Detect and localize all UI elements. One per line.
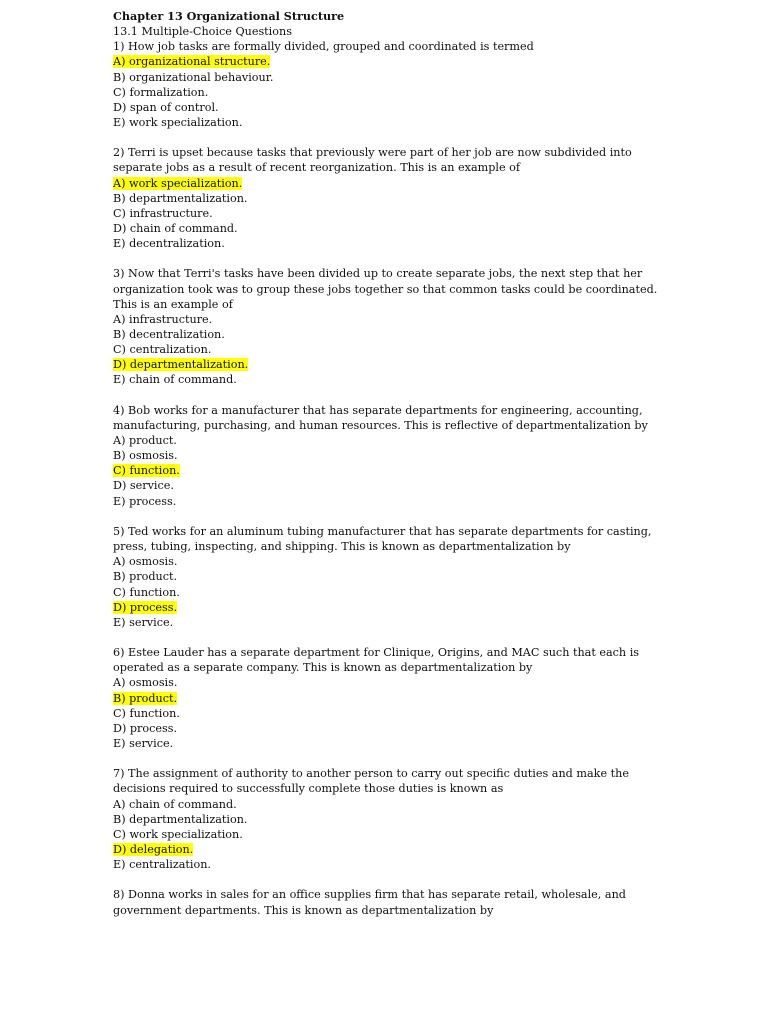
answer-option (113, 494, 658, 509)
option-text: A) osmosis. (113, 555, 178, 569)
document-page (113, 9, 658, 918)
answer-option (113, 706, 658, 721)
option-text: E) decentralization. (113, 237, 225, 251)
option-text: A) osmosis. (113, 676, 178, 690)
answer-option (113, 176, 658, 191)
answer-option (113, 433, 658, 448)
option-text: E) process. (113, 494, 177, 508)
answer-option (113, 615, 658, 630)
answer-option (113, 857, 658, 872)
option-text: C) infrastructure. (113, 206, 213, 220)
answer-option (113, 100, 658, 115)
chapter-title: Chapter 13 Organizational Structure (113, 9, 345, 23)
option-text: E) service. (113, 615, 174, 629)
option-text: C) formalization. (113, 85, 209, 99)
option-text: D) chain of command. (113, 222, 238, 236)
answer-option (113, 463, 658, 478)
question-block (113, 39, 658, 130)
answer-option (113, 827, 658, 842)
highlighted-answer: D) process. (113, 600, 178, 614)
answer-option (113, 236, 658, 251)
answer-option (113, 372, 658, 387)
answer-option (113, 736, 658, 751)
spacer (113, 509, 658, 524)
answer-option (113, 691, 658, 706)
option-text: A) infrastructure. (113, 312, 213, 326)
spacer (113, 251, 658, 266)
highlighted-answer: D) delegation. (113, 842, 194, 856)
option-text: A) product. (113, 434, 177, 448)
question-stem: 6) Estee Lauder has a separate department for Clinique, Origins, and MAC such that each is operated as a separate company. This is known as departmentalization by (113, 646, 640, 675)
answer-option (113, 812, 658, 827)
spacer (113, 388, 658, 403)
option-text: D) span of control. (113, 100, 219, 114)
answer-option (113, 206, 658, 221)
answer-option (113, 448, 658, 463)
question-stem: 4) Bob works for a manufacturer that has separate departments for engineering, accounting, manufacturing, purchasing, and human resources. This is reflective of departmentalization by (113, 403, 648, 432)
question-list (113, 39, 658, 917)
answer-option (113, 221, 658, 236)
section-heading: 13.1 Multiple-Choice Questions (113, 25, 292, 39)
answer-option (113, 721, 658, 736)
option-text: C) centralization. (113, 343, 212, 357)
question-block (113, 524, 658, 630)
option-text: B) departmentalization. (113, 191, 248, 205)
answer-option (113, 115, 658, 130)
question-stem: 5) Ted works for an aluminum tubing manufacturer that has separate departments for casting, press, tubing, inspecting, and shipping. This is known as departmentalization by (113, 524, 652, 554)
option-text: C) function. (113, 585, 180, 599)
option-text: C) work specialization. (113, 827, 243, 841)
answer-option (113, 569, 658, 584)
option-text: B) product. (113, 570, 178, 584)
option-text: D) service. (113, 479, 174, 493)
question-stem: 1) How job tasks are formally divided, grouped and coordinated is termed (113, 40, 534, 54)
answer-option (113, 842, 658, 857)
answer-option (113, 478, 658, 493)
question-block (113, 145, 658, 251)
highlighted-answer: C) function. (113, 464, 180, 478)
answer-option (113, 797, 658, 812)
option-text: E) centralization. (113, 858, 211, 872)
option-text: E) service. (113, 736, 174, 750)
spacer (113, 751, 658, 766)
question-stem: 2) Terri is upset because tasks that previously were part of her job are now subdivided into separate jobs as a result of recent reorganization. This is an example of (113, 146, 632, 175)
spacer (113, 630, 658, 645)
question-stem: 7) The assignment of authority to another person to carry out specific duties and make the decisions required to successfully complete those duties is known as (113, 767, 629, 796)
answer-option (113, 85, 658, 100)
option-text: B) decentralization. (113, 328, 225, 342)
option-text: E) chain of command. (113, 373, 237, 387)
answer-option (113, 357, 658, 372)
answer-option (113, 327, 658, 342)
highlighted-answer: A) work specialization. (113, 176, 243, 190)
answer-option (113, 600, 658, 615)
question-block (113, 645, 658, 751)
question-stem: 8) Donna works in sales for an office supplies firm that has separate retail, wholesale, and government departments. This is known as departmentalization by (113, 888, 626, 917)
highlighted-answer: A) organizational structure. (113, 55, 271, 69)
option-text: D) process. (113, 721, 178, 735)
question-stem: 3) Now that Terri's tasks have been divided up to create separate jobs, the next step that her organization took was to group these jobs together so that common tasks could be coordinated. This is an example of (113, 267, 658, 311)
answer-option (113, 312, 658, 327)
answer-option (113, 342, 658, 357)
answer-option (113, 585, 658, 600)
answer-option (113, 554, 658, 569)
option-text: C) function. (113, 706, 180, 720)
option-text: B) osmosis. (113, 449, 178, 463)
question-block (113, 887, 658, 917)
highlighted-answer: D) departmentalization. (113, 358, 249, 372)
option-text: B) departmentalization. (113, 812, 248, 826)
spacer (113, 130, 658, 145)
answer-option (113, 70, 658, 85)
question-block (113, 266, 658, 387)
answer-option (113, 191, 658, 206)
option-text: A) chain of command. (113, 797, 237, 811)
option-text: E) work specialization. (113, 116, 243, 129)
highlighted-answer: B) product. (113, 691, 178, 705)
question-block (113, 403, 658, 509)
option-text: B) organizational behaviour. (113, 70, 274, 84)
answer-option (113, 675, 658, 690)
answer-option (113, 54, 658, 69)
question-block (113, 766, 658, 872)
spacer (113, 872, 658, 887)
